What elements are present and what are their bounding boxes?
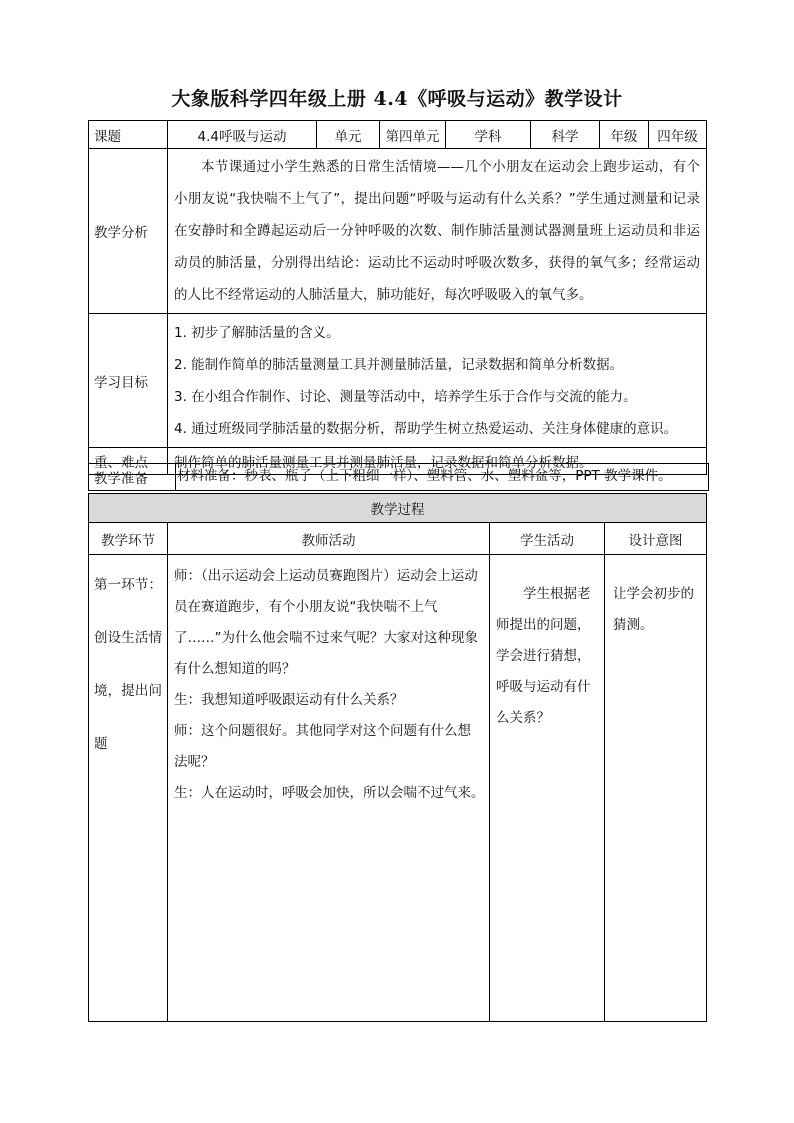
design-intent-cell bbox=[605, 555, 707, 1022]
process-columns-row bbox=[89, 523, 707, 555]
teacher-activity-cell bbox=[168, 555, 490, 1022]
topic-label: 课题 bbox=[89, 121, 168, 149]
topic-row bbox=[89, 121, 707, 149]
student-activity-cell bbox=[490, 555, 605, 1022]
goal-item: 3. 在小组合作制作、讨论、测量等活动中，培养学生乐于合作与交流的能力。 bbox=[174, 388, 637, 405]
goal-item: 4. 通过班级同学肺活量的数据分析，帮助学生树立热爱运动、关注身体健康的意识。 bbox=[174, 420, 678, 437]
analysis-label: 教学分析 bbox=[89, 149, 168, 314]
document-title: 大象版科学四年级上册 4.4《呼吸与运动》教学设计 bbox=[171, 88, 623, 110]
goals-row bbox=[89, 314, 707, 448]
dialogue-line: 师：这个问题很好。其他同学对这个问题有什么想法呢？ bbox=[174, 723, 471, 770]
dialogue-line: 生：人在运动时，呼吸会加快，所以会喘不过气来。 bbox=[174, 785, 485, 801]
unit-value: 第四单元 bbox=[380, 121, 446, 149]
design-intent-text: 让学会初步的猜测。 bbox=[613, 586, 694, 633]
preparation-text: 材料准备：秒表、瓶子（上下粗细一样）、塑料管、水、塑料盆等，PPT 教学课件。 bbox=[177, 468, 672, 484]
goal-item: 2. 能制作简单的肺活量测量工具并测量肺活量，记录数据和简单分析数据。 bbox=[174, 356, 624, 373]
analysis-row bbox=[89, 149, 707, 314]
preparation-label: 教学准备 bbox=[89, 464, 176, 490]
grade-label: 年级 bbox=[600, 121, 649, 149]
column-stage-header: 教学环节 bbox=[89, 523, 168, 555]
goals-list bbox=[168, 314, 707, 448]
stage-cell: 第一环节：创设生活情境，提出问题 bbox=[89, 555, 168, 1022]
column-student-header: 学生活动 bbox=[490, 523, 605, 555]
goals-label: 学习目标 bbox=[89, 314, 168, 448]
analysis-text: 本节课通过小学生熟悉的日常生活情境——几个小朋友在运动会上跑步运动，有个小朋友说“我快喘不上气了”，提出问题“呼吸与运动有什么关系？”学生通过测量和记录在安静时和全蹲起运动后一分钟呼吸的次数、制作肺活量测试器测量班上运动员和非运动员的肺活量，分别得出结论：运动比不运动时呼吸次数多，获得的氧气多；经常运动的人比不经常运动的人肺活量大，肺功能好，每次呼吸吸入的氧气多。 bbox=[168, 149, 707, 314]
process-header-row bbox=[89, 494, 707, 523]
dialogue-line: 师：（出示运动会上运动员赛跑图片）运动会上运动员在赛道跑步，有个小朋友说“我快喘不上气了……”为什么他会喘不过来气呢？大家对这种现象有什么想知道的吗？ bbox=[174, 568, 478, 677]
dialogue-line: 生：我想知道呼吸跟运动有什么关系？ bbox=[174, 692, 404, 708]
topic-value: 4.4呼吸与运动 bbox=[168, 121, 317, 149]
subject-value: 科学 bbox=[531, 121, 600, 149]
student-activity-text: 学生根据老师提出的问题，学会进行猜想，呼吸与运动有什么关系？ bbox=[496, 586, 591, 726]
goal-item: 1. 初步了解肺活量的含义。 bbox=[174, 324, 340, 341]
process-header: 教学过程 bbox=[89, 494, 707, 523]
process-table bbox=[88, 493, 707, 1022]
key-points-text: 制作简单的肺活量测量工具并测量肺活量，记录数据和简单分析数据。 bbox=[168, 448, 707, 475]
key-points-label: 重、难点 bbox=[89, 448, 168, 475]
grade-value: 四年级 bbox=[649, 121, 707, 149]
preparation-row bbox=[88, 463, 709, 491]
unit-label: 单元 bbox=[317, 121, 380, 149]
process-step-row bbox=[89, 555, 707, 1022]
subject-label: 学科 bbox=[446, 121, 531, 149]
column-intent-header: 设计意图 bbox=[605, 523, 707, 555]
column-teacher-header: 教师活动 bbox=[168, 523, 490, 555]
lesson-info-table bbox=[88, 120, 707, 475]
